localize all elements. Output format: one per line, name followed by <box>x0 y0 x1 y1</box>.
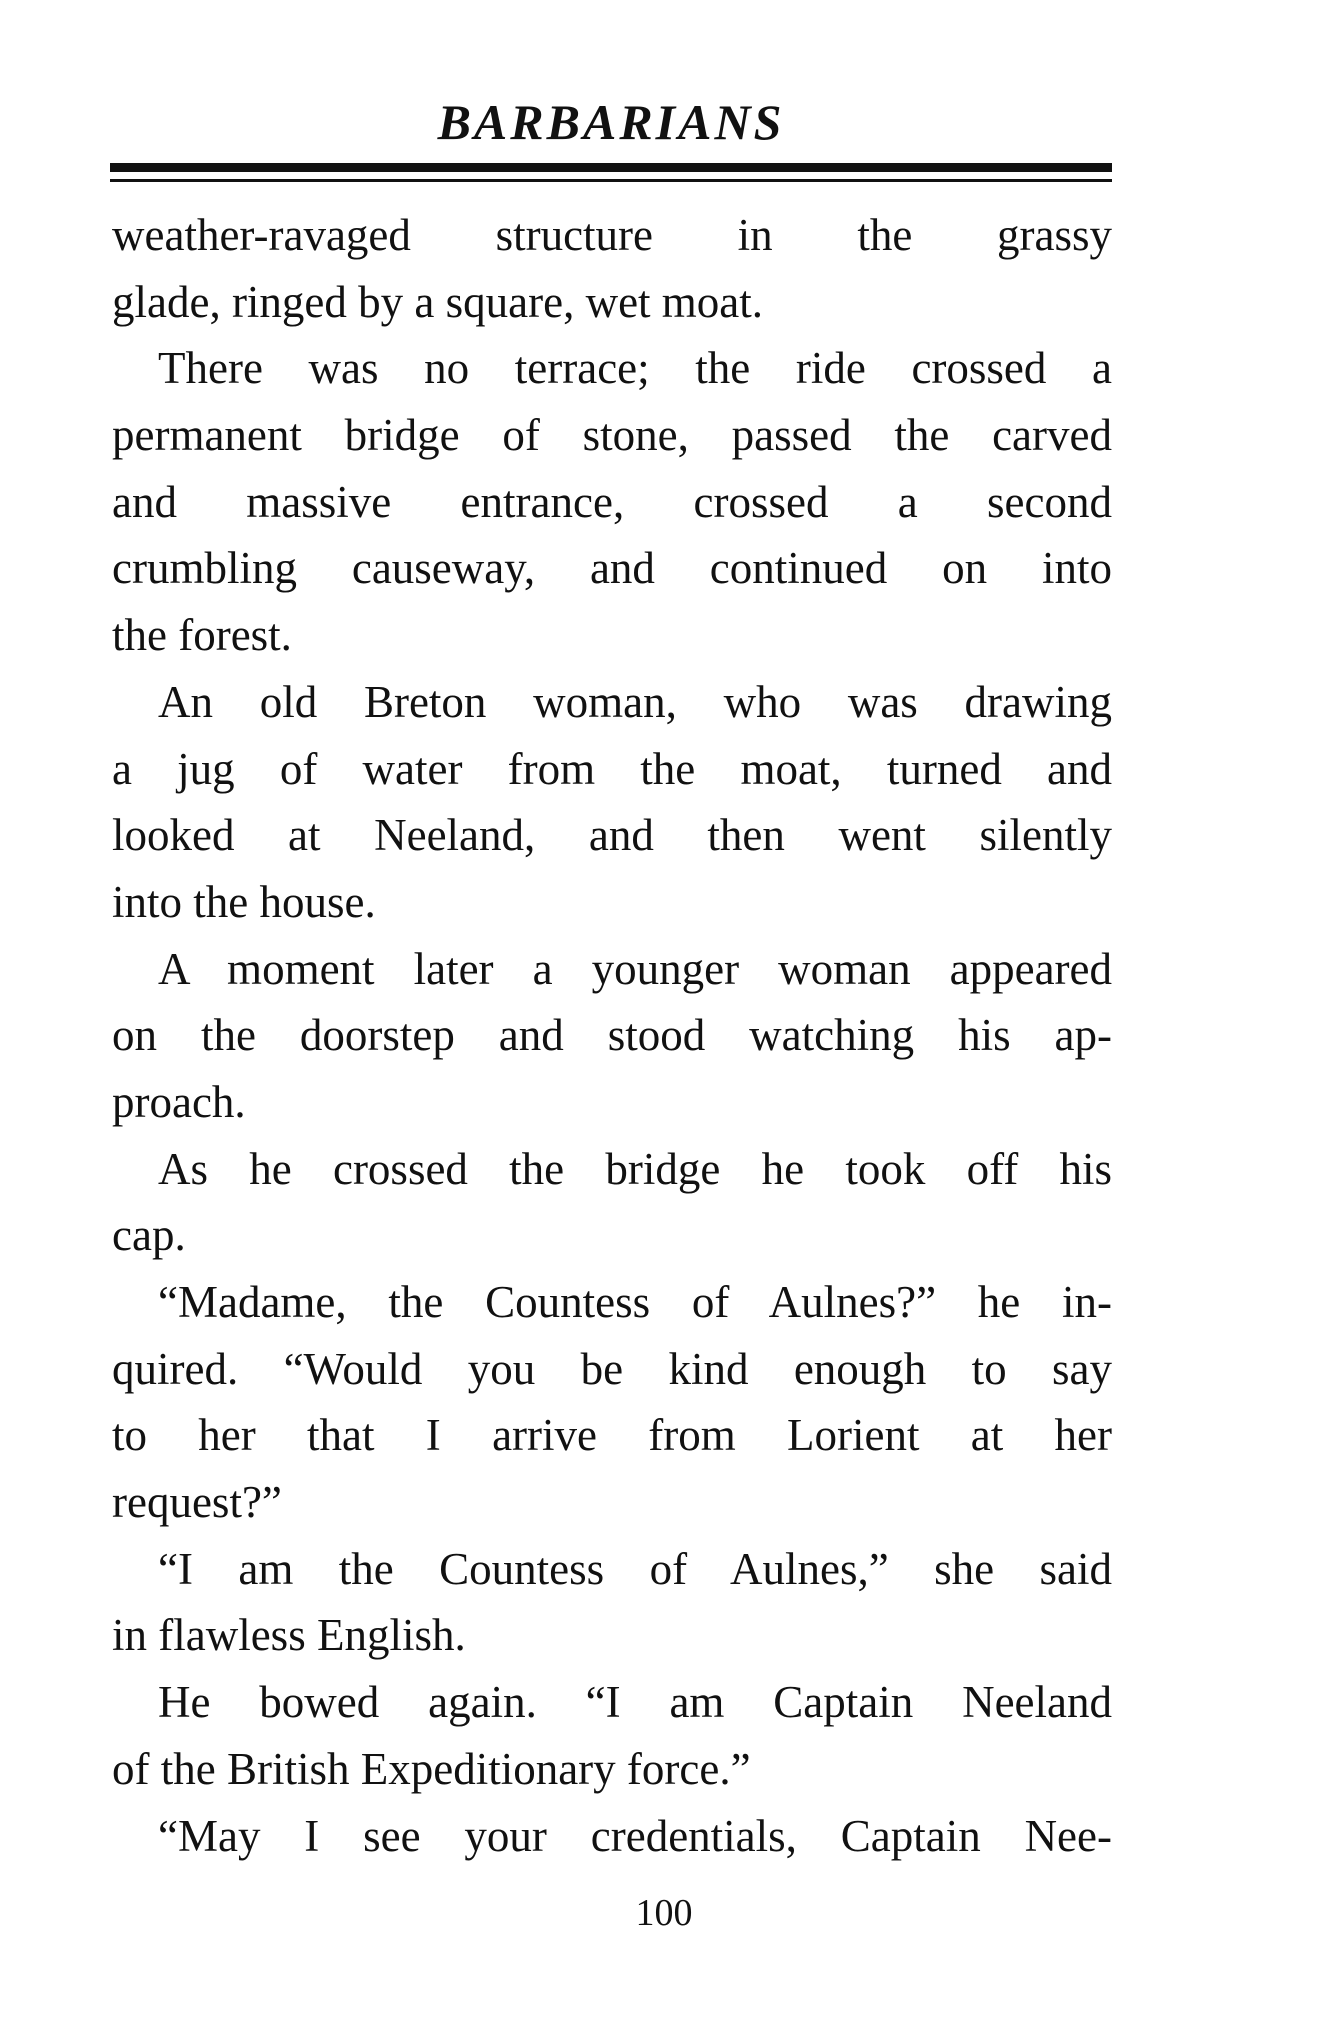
text-line: “Madame, the Countess of Aulnes?” he in- <box>158 1277 1112 1327</box>
text-line: of the British Expeditionary force.” <box>112 1743 751 1794</box>
text-line: a jug of water from the moat, turned and <box>112 743 1112 794</box>
text-line: “I am the Countess of Aulnes,” she said <box>158 1543 1112 1594</box>
text-line: in flawless English. <box>112 1610 466 1661</box>
text-line: looked at Neeland, and then went silently <box>112 810 1112 861</box>
text-line: An old Breton woman, who was drawing <box>158 676 1112 727</box>
text-line: proach. <box>112 1076 246 1127</box>
text-line: request?” <box>112 1477 282 1528</box>
text-line: As he crossed the bridge he took off his <box>158 1143 1112 1194</box>
text-line: the forest. <box>112 610 292 661</box>
text-line: and massive entrance, crossed a second <box>112 476 1112 527</box>
header-rule-thin <box>110 179 1112 182</box>
text-line: There was no terrace; the ride crossed a <box>158 343 1112 394</box>
text-line: weather-ravaged structure in the grassy <box>112 210 1112 260</box>
text-line: into the house. <box>112 876 376 927</box>
text-line: crumbling causeway, and continued on into <box>112 543 1112 594</box>
text-line: He bowed again. “I am Captain Neeland <box>158 1677 1112 1728</box>
text-line: to her that I arrive from Lorient at her <box>112 1410 1112 1461</box>
text-line: A moment later a younger woman appeared <box>158 943 1112 994</box>
running-head: BARBARIANS <box>437 94 785 150</box>
text-line: glade, ringed by a square, wet moat. <box>112 276 764 327</box>
text-line: cap. <box>112 1210 186 1261</box>
text-line: “May I see your credentials, Captain Nee- <box>158 1810 1112 1861</box>
body-text <box>112 202 1112 1869</box>
header-rule-thick <box>110 163 1112 172</box>
page-number: 100 <box>635 1892 693 1934</box>
text-line: quired. “Would you be kind enough to say <box>112 1343 1112 1394</box>
text-line: permanent bridge of stone, passed the carved <box>112 410 1112 461</box>
text-line: on the doorstep and stood watching his ap- <box>112 1010 1112 1061</box>
